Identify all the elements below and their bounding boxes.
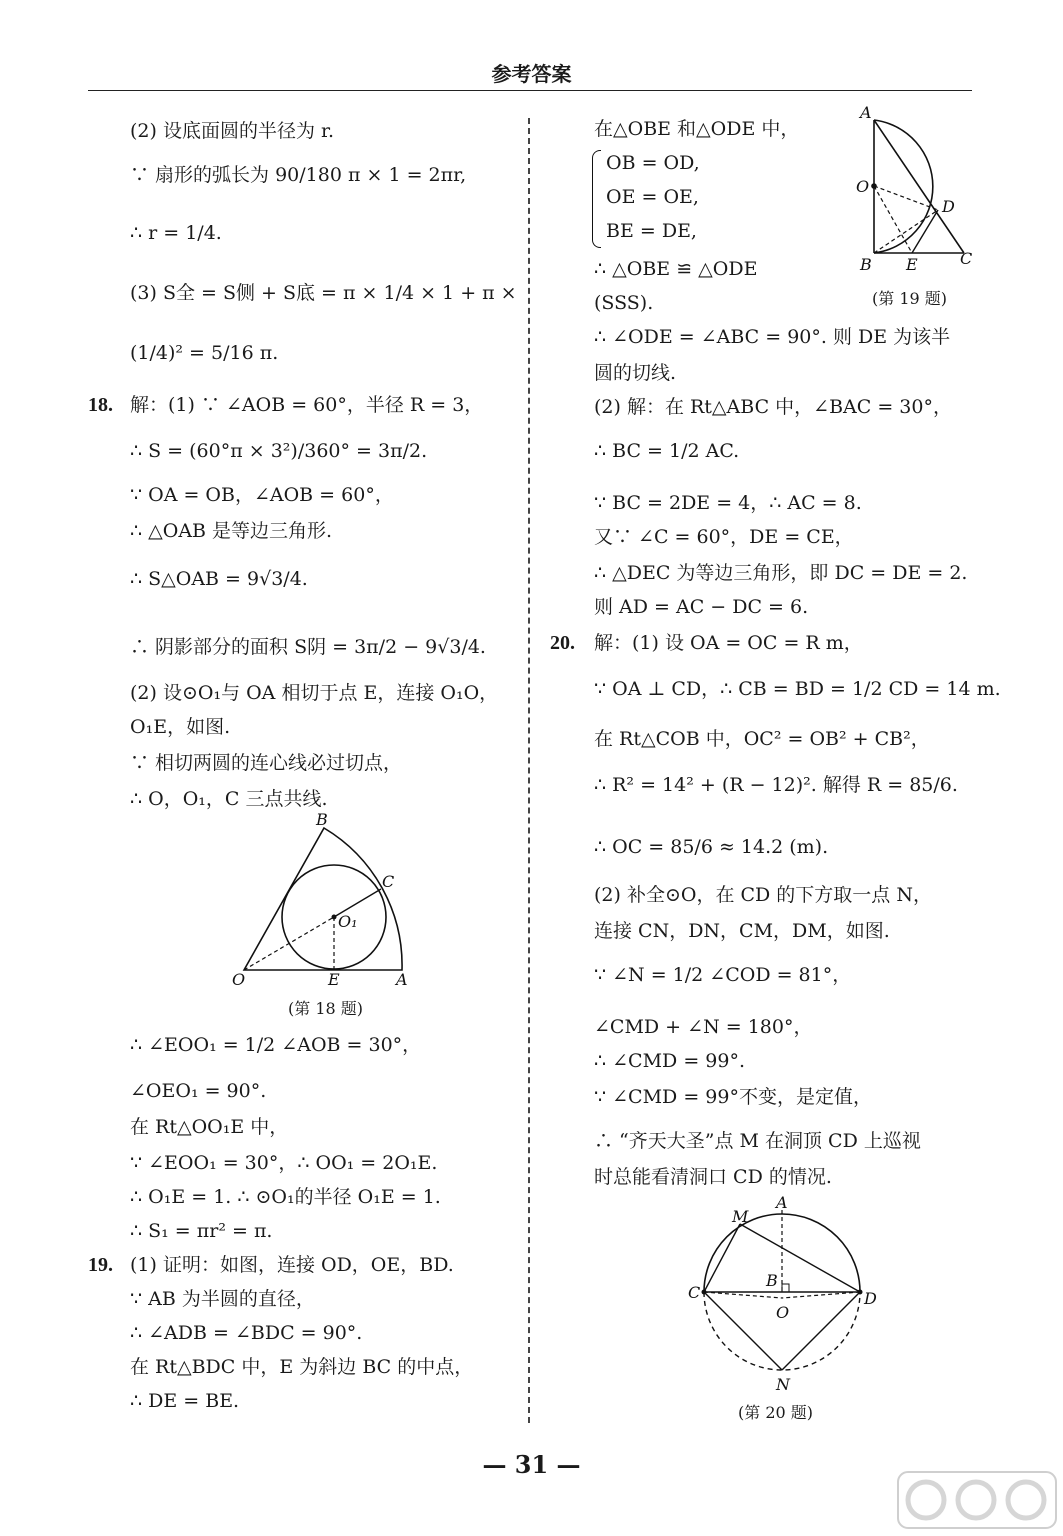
text-line: ∵ ∠EOO₁ = 30°，∴ OO₁ = 2O₁E. bbox=[130, 1152, 438, 1174]
fig20-label-O: O bbox=[776, 1303, 790, 1322]
text-line: ∠OEO₁ = 90°. bbox=[130, 1080, 267, 1102]
text-line: ∠CMD + ∠N = 180°， bbox=[594, 1016, 813, 1038]
fig19-label-A: A bbox=[860, 103, 872, 122]
text-line: 在 Rt△COB 中，OC² = OB² + CB²， bbox=[594, 728, 930, 750]
fig19-label-E: E bbox=[906, 255, 918, 274]
text-line: 圆的切线. bbox=[594, 362, 677, 384]
header-rule bbox=[88, 90, 972, 91]
text-line: 时总能看清洞口 CD 的情况. bbox=[594, 1166, 832, 1188]
text-line: ∴ ∠CMD = 99°. bbox=[594, 1050, 745, 1072]
text-line: ∵ 扇形的弧长为 90/180 π × 1 = 2πr, bbox=[130, 164, 467, 186]
text-line: ∵ AB 为半圆的直径， bbox=[130, 1288, 315, 1310]
text-line: ∵ 相切两圆的连心线必过切点， bbox=[130, 752, 403, 774]
text-line: ∴ DE = BE. bbox=[130, 1390, 240, 1412]
system-brace bbox=[592, 150, 601, 248]
text-line: ∴ 阴影部分的面积 S阴 = 3π/2 − 9√3/4. bbox=[130, 636, 486, 658]
fig18-label-A: A bbox=[396, 970, 408, 989]
text-line: (3) S全 = S侧 + S底 = π × 1/4 × 1 + π × bbox=[130, 282, 517, 304]
text-line: ∴ R² = 14² + (R − 12)². 解得 R = 85/6. bbox=[594, 774, 958, 796]
text-line: OE = OE, bbox=[606, 186, 699, 208]
text-line: ∴ ∠ODE = ∠ABC = 90°. 则 DE 为该半 bbox=[594, 326, 951, 348]
text-line: ∵ ∠N = 1/2 ∠COD = 81°， bbox=[594, 964, 852, 986]
page-header-title: 参考答案 bbox=[491, 62, 572, 86]
text-line: (1) 证明：如图，连接 OD，OE，BD. bbox=[130, 1254, 454, 1276]
text-line: ∵ OA ⊥ CD，∴ CB = BD = 1/2 CD = 14 m. bbox=[594, 678, 1001, 700]
text-line: ∴ O，O₁，C 三点共线. bbox=[130, 788, 328, 810]
figure-20-caption: (第 20 题) bbox=[738, 1403, 814, 1422]
text-line: ∵ ∠CMD = 99°不变，是定值， bbox=[594, 1086, 872, 1108]
watermark-logo-icon bbox=[896, 1470, 1058, 1530]
problem-number-20: 20. bbox=[550, 632, 575, 654]
text-line: 在△OBE 和△ODE 中， bbox=[594, 118, 800, 140]
fig19-label-C: C bbox=[960, 249, 973, 268]
fig19-label-O: O bbox=[856, 177, 870, 196]
problem-number-18: 18. bbox=[88, 394, 113, 416]
text-line: (SSS). bbox=[594, 292, 654, 314]
text-line: ∵ OA = OB，∠AOB = 60°， bbox=[130, 484, 394, 506]
text-line: ∴ BC = 1/2 AC. bbox=[594, 440, 740, 462]
figure-18-caption: (第 18 题) bbox=[288, 999, 364, 1018]
text-line: 在 Rt△BDC 中，E 为斜边 BC 的中点， bbox=[130, 1356, 474, 1378]
text-line: ∴ ∠ADB = ∠BDC = 90°. bbox=[130, 1322, 363, 1344]
text-line: 解：(1) ∵ ∠AOB = 60°，半径 R = 3， bbox=[130, 394, 484, 416]
text-line: BE = DE, bbox=[606, 220, 697, 242]
text-line: ∵ BC = 2DE = 4，∴ AC = 8. bbox=[594, 492, 862, 514]
column-divider bbox=[528, 118, 530, 1423]
text-line: ∴ OC = 85/6 ≈ 14.2 (m). bbox=[594, 836, 829, 858]
fig20-label-M: M bbox=[732, 1207, 749, 1226]
figure-20-diagram bbox=[682, 1193, 882, 1398]
text-line: (2) 补全⊙O，在 CD 的下方取一点 N， bbox=[594, 884, 932, 906]
text-line: ∴ O₁E = 1. ∴ ⊙O₁的半径 O₁E = 1. bbox=[130, 1186, 441, 1208]
figure-19-diagram bbox=[852, 103, 973, 278]
text-line: 连接 CN，DN，CM，DM，如图. bbox=[594, 920, 890, 942]
text-line: ∴ S₁ = πr² = π. bbox=[130, 1220, 273, 1242]
text-line: (1/4)² = 5/16 π. bbox=[130, 342, 279, 364]
fig20-label-D: D bbox=[864, 1289, 877, 1308]
page-number: — 31 — bbox=[482, 1450, 581, 1479]
text-line: ∴ S = (60°π × 3²)/360° = 3π/2. bbox=[130, 440, 428, 462]
fig18-label-B: B bbox=[316, 810, 328, 829]
text-line: 又∵ ∠C = 60°，DE = CE， bbox=[594, 526, 854, 548]
fig20-label-A: A bbox=[776, 1193, 788, 1212]
text-line: 在 Rt△OO₁E 中， bbox=[130, 1116, 289, 1138]
fig18-label-C: C bbox=[382, 872, 395, 891]
text-line: ∴ “齐天大圣”点 M 在洞顶 CD 上巡视 bbox=[594, 1130, 921, 1152]
fig19-label-D: D bbox=[942, 197, 955, 216]
figure-19-caption: (第 19 题) bbox=[872, 289, 948, 308]
fig18-label-E: E bbox=[328, 970, 340, 989]
fig18-label-O: O bbox=[232, 970, 246, 989]
text-line: 则 AD = AC − DC = 6. bbox=[594, 596, 809, 618]
text-line: 解：(1) 设 OA = OC = R m， bbox=[594, 632, 863, 654]
figure-18-diagram bbox=[232, 810, 442, 990]
problem-number-19: 19. bbox=[88, 1254, 113, 1276]
text-line: (2) 设底面圆的半径为 r. bbox=[130, 120, 335, 142]
text-line: OB = OD, bbox=[606, 152, 700, 174]
text-line: ∴ △DEC 为等边三角形，即 DC = DE = 2. bbox=[594, 562, 968, 584]
text-line: ∴ ∠EOO₁ = 1/2 ∠AOB = 30°， bbox=[130, 1034, 422, 1056]
text-line: ∴ △OAB 是等边三角形. bbox=[130, 520, 333, 542]
text-line: ∴ S△OAB = 9√3/4. bbox=[130, 568, 308, 590]
text-line: ∴ △OBE ≌ △ODE bbox=[594, 258, 758, 280]
text-line: ∴ r = 1/4. bbox=[130, 222, 222, 244]
text-line: (2) 解：在 Rt△ABC 中，∠BAC = 30°， bbox=[594, 396, 952, 418]
text-line: (2) 设⊙O₁与 OA 相切于点 E，连接 O₁O， bbox=[130, 682, 499, 704]
fig20-label-C: C bbox=[688, 1283, 701, 1302]
fig19-label-B: B bbox=[860, 255, 872, 274]
text-line: O₁E，如图. bbox=[130, 716, 231, 738]
fig18-label-O1: O₁ bbox=[338, 912, 358, 931]
fig20-label-N: N bbox=[776, 1375, 790, 1394]
fig20-label-B: B bbox=[766, 1271, 778, 1290]
